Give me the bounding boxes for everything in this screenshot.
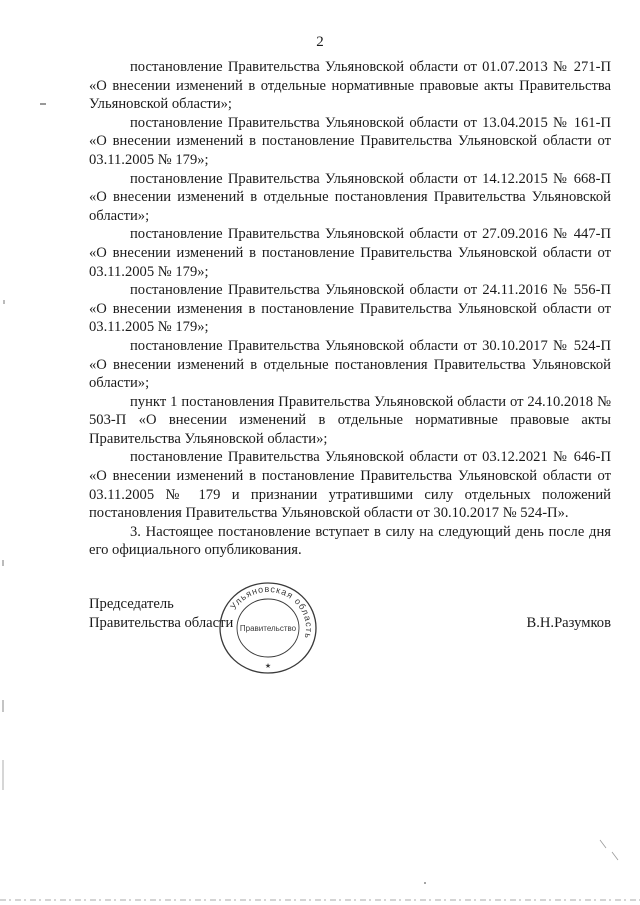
signatory-name: В.Н.Разумков [526, 615, 611, 631]
page-number: 2 [316, 34, 324, 50]
signature-block [89, 595, 611, 633]
signature-title-line2: Правительства области [89, 615, 234, 631]
paragraph-9: 3. Настоящее постановление вступает в силу на следующий день после дня его официального опубликования. [89, 523, 611, 559]
document-body [89, 58, 611, 560]
official-seal-icon [212, 578, 324, 678]
paragraph-1: постановление Правительства Ульяновской области от 01.07.2013 № 271-П «О внесении изменений в отдельные нормативные правовые акты Правительства Ульяновской области»; [89, 59, 611, 113]
paragraph-3: постановление Правительства Ульяновской области от 14.12.2015 № 668-П «О внесении изменений в отдельные постановления Правительства Ульяновской области»; [89, 170, 611, 224]
signature-title-line1: Председатель [89, 596, 174, 612]
paragraph-2: постановление Правительства Ульяновской области от 13.04.2015 № 161-П «О внесении изменений в постановление Правительства Ульяновской области от 03.11.2005 № 179»; [89, 114, 611, 168]
seal-outer-text: Ульяновская область [228, 583, 315, 641]
svg-text:★: ★ [264, 662, 272, 670]
paragraph-5: постановление Правительства Ульяновской области от 24.11.2016 № 556-П «О внесении изменения в постановление Правительства Ульяновской области от 03.11.2005 № 179»; [89, 282, 611, 336]
paragraph-4: постановление Правительства Ульяновской области от 27.09.2016 № 447-П «О внесении изменений в постановление Правительства Ульяновской области от 03.11.2005 № 179»; [89, 226, 611, 280]
paragraph-8: постановление Правительства Ульяновской области от 03.12.2021 № 646-П «О внесении изменений в постановление Правительства Ульяновской области от 03.11.2005 № 179 и признании утратившими силу отдельных положений постановления Правительства Ульяновской области от 30.10.2017 № 524-П». [89, 449, 611, 522]
seal-center-text: Правительство [239, 624, 297, 633]
paragraph-7: пункт 1 постановления Правительства Ульяновской области от 24.10.2018 № 503-П «О внесении изменений в отдельные нормативные правовые акты Правительства Ульяновской области»; [89, 393, 611, 447]
paragraph-6: постановление Правительства Ульяновской области от 30.10.2017 № 524-П «О внесении изменений в отдельные постановления Правительства Ульяновской области»; [89, 337, 611, 392]
